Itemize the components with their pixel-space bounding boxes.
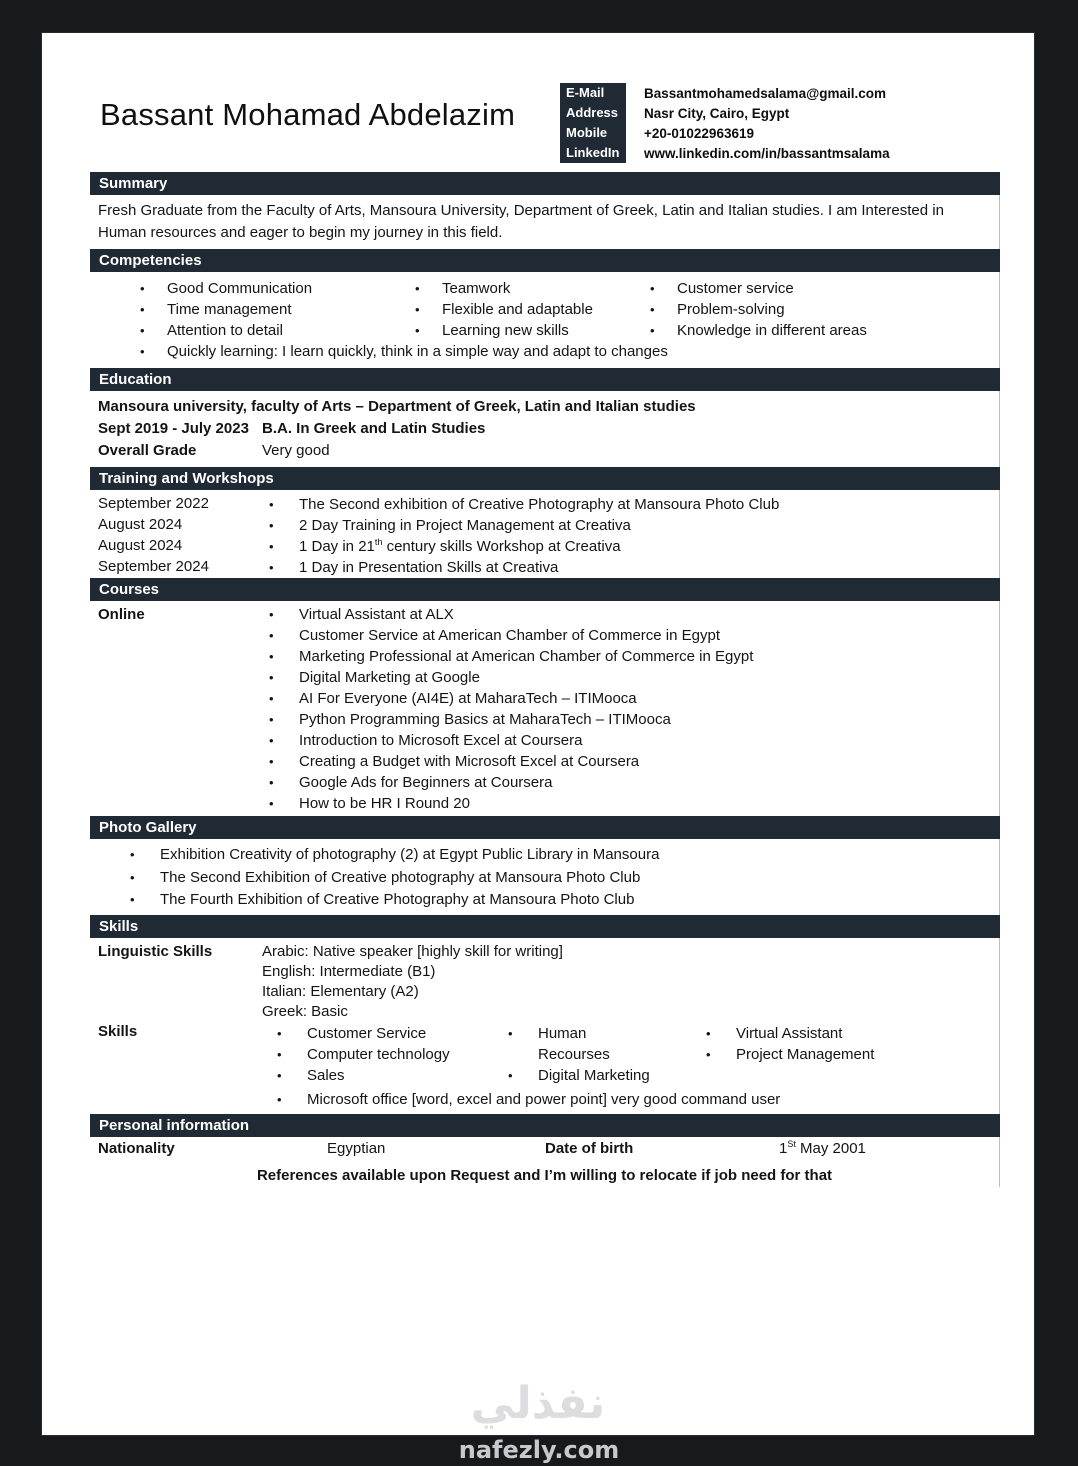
bullet-icon: • (277, 1046, 282, 1062)
bullet-icon: • (140, 281, 145, 296)
resume-content (42, 172, 1034, 1187)
list-item-text: Good Communication (167, 280, 313, 297)
bullet-icon: • (415, 302, 420, 317)
summary-text: Fresh Graduate from the Faculty of Arts, Mansoura University, Department of Greek, Latin and Italian studies. I am Interested in Human resources and eager to begin my journey in this field. (98, 202, 944, 241)
contact-label: LinkedIn (560, 143, 626, 163)
date-of-birth-value: 1St May 2001 (779, 1138, 866, 1157)
bullet-icon: • (269, 607, 274, 622)
skills-body (90, 938, 999, 1114)
bullet-icon: • (269, 560, 274, 575)
personal-information-row (90, 1137, 999, 1159)
contact-label: E-Mail (560, 83, 626, 103)
linguistic-skills-label: Linguistic Skills (98, 942, 213, 960)
bullet-icon: • (269, 539, 274, 554)
list-item-text: The Second exhibition of Creative Photography at Mansoura Photo Club (299, 496, 780, 513)
training-item (269, 494, 999, 515)
gallery-item (130, 867, 999, 890)
bullet-icon: • (269, 775, 274, 790)
bullet-icon: • (269, 670, 274, 685)
skill-column (277, 1023, 508, 1086)
course-item (269, 667, 999, 688)
list-item-text: Digital Marketing (538, 1066, 650, 1084)
list-item-text: 1 Day in 21th century skills Workshop at Creativa (299, 537, 621, 555)
section-photo-gallery (90, 816, 1000, 915)
section-summary (90, 172, 1000, 249)
competencies-title: Competencies (99, 252, 202, 269)
training-date: September 2022 (98, 495, 209, 512)
skill-item (706, 1023, 999, 1044)
photo-gallery-header (90, 816, 1000, 839)
list-item-text: Virtual Assistant at ALX (299, 606, 454, 623)
training-header (90, 467, 1000, 490)
education-body (90, 391, 999, 467)
list-item-text: Digital Marketing at Google (299, 669, 480, 686)
bullet-icon: • (269, 712, 274, 727)
contact-value: www.linkedin.com/in/bassantmsalama (644, 145, 890, 161)
bullet-icon: • (415, 323, 420, 338)
training-row (90, 536, 999, 557)
section-courses (90, 578, 1000, 816)
bullet-icon: • (269, 691, 274, 706)
photo-gallery-title: Photo Gallery (99, 819, 197, 836)
gallery-item (130, 889, 999, 912)
course-item (269, 730, 999, 751)
list-item-text: Problem-solving (677, 301, 785, 318)
bullet-icon: • (130, 869, 135, 885)
list-item-text: Sales (307, 1066, 345, 1084)
list-item-text: Exhibition Creativity of photography (2) at Egypt Public Library in Mansoura (160, 846, 660, 863)
education-row-value: Very good (262, 442, 330, 459)
competencies-extra (90, 341, 999, 368)
education-row-value: B.A. In Greek and Latin Studies (262, 420, 486, 437)
education-row-label: Overall Grade (98, 442, 197, 459)
list-item-text: Customer Service (307, 1024, 427, 1042)
courses-mode-label: Online (98, 606, 145, 623)
training-row (90, 515, 999, 536)
training-item (269, 536, 999, 557)
course-item (269, 646, 999, 667)
bullet-icon: • (277, 1067, 282, 1083)
bullet-icon: • (508, 1067, 513, 1083)
resume-page (42, 33, 1034, 1435)
skills-label: Skills (98, 1022, 138, 1040)
list-item-text: 2 Day Training in Project Management at Creativa (299, 517, 631, 534)
resume-header (42, 33, 1034, 172)
competency-item (140, 278, 415, 299)
bullet-icon: • (277, 1091, 282, 1107)
competency-item (140, 341, 999, 362)
section-skills (90, 915, 1000, 1114)
list-item-text: Learning new skills (442, 322, 569, 339)
contact-value: Bassantmohamedsalama@gmail.com (644, 85, 887, 101)
education-row (98, 440, 999, 462)
skill-column (508, 1023, 706, 1086)
language-item: English: Intermediate (B1) (262, 962, 436, 980)
bullet-icon: • (277, 1025, 282, 1041)
skill-item (508, 1065, 706, 1086)
course-item (269, 793, 999, 814)
competency-item (650, 320, 999, 341)
list-item-text: Virtual Assistant (736, 1024, 843, 1042)
course-item (269, 604, 999, 625)
course-item (269, 772, 999, 793)
photo-gallery-list (90, 839, 999, 915)
education-row (98, 418, 999, 440)
contact-value: Nasr City, Cairo, Egypt (644, 105, 790, 121)
language-item: Greek: Basic (262, 1002, 348, 1020)
references-note: References available upon Request and I’m willing to relocate if job need for that (256, 1166, 833, 1184)
courses-body (90, 601, 999, 816)
bullet-icon: • (415, 281, 420, 296)
competency-item (415, 320, 650, 341)
summary-title: Summary (99, 175, 168, 192)
bullet-icon: • (706, 1046, 711, 1062)
watermark-arabic-logo: نفذلي (470, 1378, 606, 1429)
contact-block (560, 83, 890, 163)
education-rows (98, 418, 999, 462)
watermark-site-url: nafezly.com (458, 1436, 620, 1464)
skill-column (706, 1023, 999, 1086)
bullet-icon: • (269, 754, 274, 769)
list-item-text: Introduction to Microsoft Excel at Coursera (299, 732, 583, 749)
list-item-text: Google Ads for Beginners at Coursera (299, 774, 553, 791)
education-institution: Mansoura university, faculty of Arts – Department of Greek, Latin and Italian studies (98, 398, 696, 415)
bullet-icon: • (269, 733, 274, 748)
list-item-text: The Fourth Exhibition of Creative Photography at Mansoura Photo Club (160, 891, 635, 908)
competency-item (140, 320, 415, 341)
personal-information-body (90, 1137, 999, 1187)
list-item-text: Knowledge in different areas (677, 322, 867, 339)
list-item-text: Python Programming Basics at MaharaTech – ITIMooca (299, 711, 671, 728)
skill-item (277, 1044, 508, 1065)
personal-information-header (90, 1114, 1000, 1137)
nationality-value: Egyptian (327, 1139, 386, 1157)
linguistic-skills-row (90, 942, 999, 1022)
bullet-icon: • (140, 344, 145, 359)
bullet-icon: • (508, 1025, 513, 1041)
competency-item (140, 299, 415, 320)
training-row (90, 494, 999, 515)
contact-label: Mobile (560, 123, 626, 143)
education-row-label: Sept 2019 - July 2023 (98, 420, 249, 437)
course-item (269, 751, 999, 772)
skill-item (277, 1089, 999, 1110)
courses-title: Courses (99, 581, 160, 598)
training-date: August 2024 (98, 537, 183, 554)
date-of-birth-label: Date of birth (545, 1139, 634, 1157)
competency-column (650, 278, 999, 341)
skill-item (277, 1065, 508, 1086)
list-item-text: How to be HR I Round 20 (299, 795, 470, 812)
training-row (90, 557, 999, 578)
education-title: Education (99, 371, 172, 388)
list-item-text: The Second Exhibition of Creative photography at Mansoura Photo Club (160, 868, 641, 886)
competency-item (415, 278, 650, 299)
contact-label: Address (560, 103, 626, 123)
summary-header (90, 172, 1000, 195)
list-item-text: Quickly learning: I learn quickly, think in a simple way and adapt to changes (167, 343, 668, 360)
section-education (90, 368, 1000, 467)
competency-item (415, 299, 650, 320)
list-item-text: Creating a Budget with Microsoft Excel at Coursera (299, 753, 640, 770)
competency-column (140, 278, 415, 341)
gallery-item (130, 844, 999, 867)
skill-item (277, 1023, 508, 1044)
course-item (269, 625, 999, 646)
courses-list (269, 604, 999, 814)
training-item (269, 515, 999, 536)
bullet-icon: • (650, 281, 655, 296)
list-item-text: Computer technology (307, 1045, 450, 1063)
skills-title: Skills (99, 917, 139, 935)
bullet-icon: • (650, 302, 655, 317)
courses-header (90, 578, 1000, 601)
course-item (269, 688, 999, 709)
bullet-icon: • (140, 302, 145, 317)
bullet-icon: • (650, 323, 655, 338)
bullet-icon: • (130, 847, 135, 862)
list-item-text: 1 Day in Presentation Skills at Creativa (299, 559, 559, 576)
section-training (90, 467, 1000, 578)
competency-item (650, 299, 999, 320)
section-competencies (90, 249, 1000, 368)
section-personal-information (90, 1114, 1000, 1187)
competency-item (650, 278, 999, 299)
bullet-icon: • (269, 518, 274, 533)
list-item-text: Project Management (736, 1045, 875, 1063)
personal-information-title: Personal information (99, 1116, 250, 1134)
skills-header (90, 915, 1000, 938)
training-title: Training and Workshops (99, 470, 274, 487)
contact-value: +20-01022963619 (644, 125, 754, 141)
list-item-text: Marketing Professional at American Chamber of Commerce in Egypt (299, 648, 754, 665)
education-header (90, 368, 1000, 391)
language-item: Italian: Elementary (A2) (262, 982, 419, 1000)
competency-column (415, 278, 650, 341)
list-item-text: Human Recourses (538, 1024, 610, 1063)
language-list (262, 942, 999, 1022)
list-item-text: AI For Everyone (AI4E) at MaharaTech – ITIMooca (299, 690, 637, 707)
competencies-header (90, 249, 1000, 272)
competencies-columns (90, 272, 999, 341)
bullet-icon: • (269, 497, 274, 512)
training-item (269, 557, 999, 578)
bullet-icon: • (140, 323, 145, 338)
skill-item (706, 1044, 999, 1065)
list-item-text: Flexible and adaptable (442, 301, 593, 318)
bullet-icon: • (269, 628, 274, 643)
bullet-icon: • (269, 649, 274, 664)
training-rows (90, 490, 999, 578)
bullet-icon: • (706, 1025, 711, 1041)
list-item-text: Time management (167, 301, 292, 318)
skill-item (508, 1023, 706, 1065)
list-item-text: Teamwork (442, 280, 511, 297)
course-item (269, 709, 999, 730)
training-date: August 2024 (98, 516, 183, 533)
language-item: Arabic: Native speaker [highly skill for writing] (262, 942, 563, 960)
list-item-text: Customer Service at American Chamber of Commerce in Egypt (299, 627, 720, 644)
list-item-text: Customer service (677, 280, 794, 297)
candidate-name: Bassant Mohamad Abdelazim (100, 97, 516, 132)
skills-extra (90, 1086, 999, 1110)
training-date: September 2024 (98, 558, 209, 575)
list-item-text: Attention to detail (167, 322, 283, 339)
list-item-text: Microsoft office [word, excel and power point] very good command user (307, 1090, 781, 1108)
bullet-icon: • (130, 892, 135, 907)
bullet-icon: • (269, 796, 274, 811)
nationality-label: Nationality (98, 1139, 175, 1157)
